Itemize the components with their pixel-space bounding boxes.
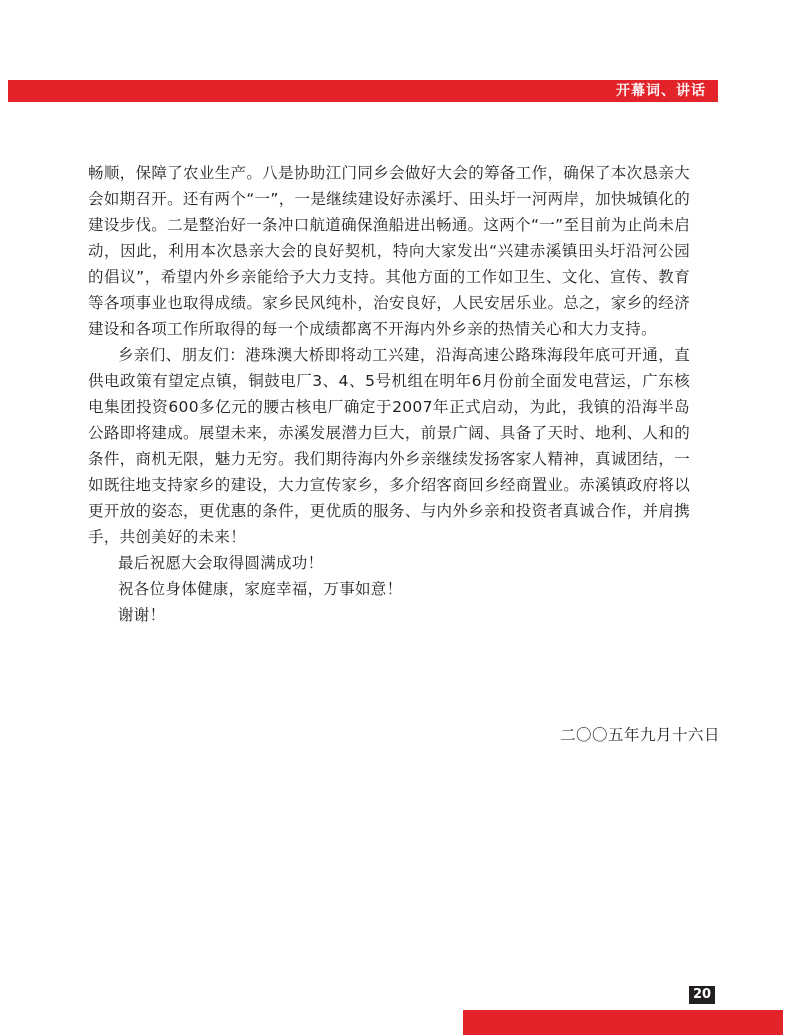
header-bar [8,80,718,102]
page-number: 20 [689,986,715,1004]
footer-bar [463,1010,783,1035]
speech-date: 二〇〇五年九月十六日 [560,726,721,744]
closing-wish: 最后祝愿大会取得圆满成功！ [118,554,324,572]
paragraph-continuation: 畅顺，保障了农业生产。八是协助江门同乡会做好大会的筹备工作，确保了本次恳亲大会如期召开。还有两个“一”，一是继续建设好赤溪圩、田头圩一河两岸，加快城镇化的建设步伐。二是整治好一条冲口航道确保渔船进出畅通。这两个“一”至目前为止尚未启动，因此，利用本次恳亲大会的良好契机，特向大家发出“兴建赤溪镇田头圩沿河公园的倡议”，希望内外乡亲能给予大力支持。其他方面的工作如卫生、文化、宣传、教育等各项事业也取得成绩。家乡民风纯朴，治安良好，人民安居乐业。总之，家乡的经济建设和各项工作所取得的每一个成绩都离不开海内外乡亲的热情关心和大力支持。 [88,164,690,338]
closing-blessing: 祝各位身体健康，家庭幸福，万事如意！ [118,580,403,598]
section-title: 开幕词、讲话 [616,83,706,99]
closing-thanks: 谢谢！ [118,606,166,624]
paragraph-outlook: 乡亲们、朋友们：港珠澳大桥即将动工兴建，沿海高速公路珠海段年底可开通，直供电政策有望定点镇，铜鼓电厂3、4、5号机组在明年6月份前全面发电营运，广东核电集团投资600多亿元的腰古核电厂确定于2007年正式启动，为此，我镇的沿海半岛公路即将建成。展望未来，赤溪发展潜力巨大，前景广阔、具备了天时、地利、人和的条件，商机无限，魅力无穷。我们期待海内外乡亲继续发扬客家人精神，真诚团结，一如既往地支持家乡的建设，大力宣传家乡，多介绍客商回乡经商置业。赤溪镇政府将以更开放的姿态，更优惠的条件，更优质的服务、与内外乡亲和投资者真诚合作，并肩携手，共创美好的未来！ [88,346,690,546]
speech-body [88,160,690,628]
